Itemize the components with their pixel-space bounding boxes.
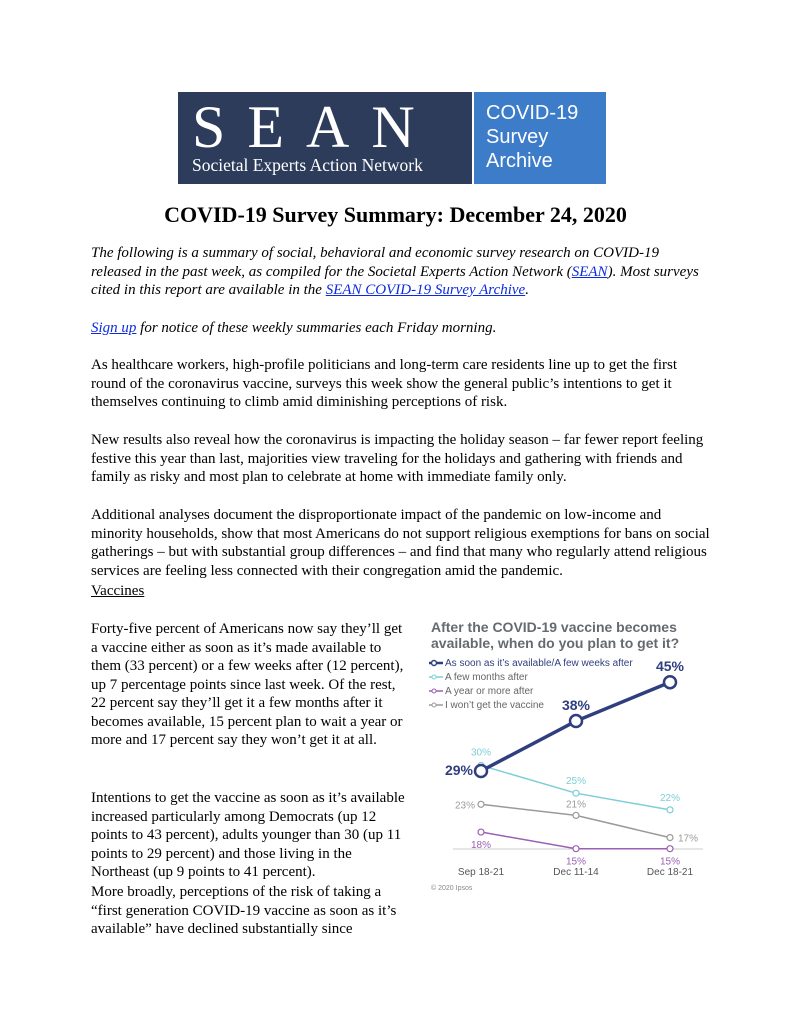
series-4-point-2 — [573, 812, 579, 818]
series-2-label-1: 30% — [470, 747, 492, 759]
series-4-label-2: 21% — [565, 799, 587, 811]
chart-title: After the COVID-19 vaccine becomes available, when do you plan to get it? — [431, 619, 680, 651]
survey-archive-link[interactable]: SEAN COVID-19 Survey Archive — [325, 282, 526, 298]
series-2-point-3 — [667, 807, 673, 813]
series-1-point-1 — [475, 765, 487, 777]
legend-label-3: A year or more after — [445, 686, 534, 697]
sean-link[interactable]: SEAN — [571, 263, 608, 280]
logo-text: SEAN — [192, 94, 437, 160]
vaccine-timing-chart — [423, 617, 713, 897]
series-4-point-3 — [667, 835, 673, 841]
x-tick-label-1: Sep 18-21 — [457, 867, 505, 878]
legend-label-2: A few months after — [445, 672, 528, 683]
intro-text-3: . — [525, 282, 529, 298]
series-1-label-3: 45% — [655, 658, 685, 675]
archive-badge — [474, 92, 606, 184]
signup-text: for notice of these weekly summaries each Friday morning. — [136, 320, 497, 336]
intro-text-2: ). Most surveys cited in this report are available in the — [91, 263, 699, 298]
logo-subtitle: Societal Experts Action Network — [192, 155, 423, 175]
intro-text-1: The following is a summary of social, behavioral and economic survey research on COVID-19 released in the past week, as compiled for the Societal Experts Action Network ( — [91, 245, 659, 280]
series-2-point-2 — [573, 790, 579, 796]
legend-label-4: I won’t get the vaccine — [445, 700, 544, 711]
paragraph-additional-analyses: Additional analyses document the disproportionate impact of the pandemic on low-income and minority households, show that most Americans do not support religious exemptions for bans on social gatherings – but with substantial group differences – and find that many who regularly attend religious services are feeling less connected with their congregation amid the pandemic. — [91, 507, 710, 579]
paragraph-vaccine-intentions: As healthcare workers, high-profile politicians and long-term care residents line up to get the first round of the coronavirus vaccine, surveys this week show the general public’s intentions to get it themselves continuing to climb amid diminishing perceptions of risk. — [91, 357, 678, 410]
signup-paragraph — [91, 319, 711, 338]
intro-paragraph — [91, 244, 711, 300]
series-1-label-1: 29% — [444, 762, 474, 778]
page-title: COVID-19 Survey Summary: December 24, 2020 — [164, 202, 627, 227]
sean-banner — [178, 92, 606, 184]
x-tick-label-3: Dec 18-21 — [646, 867, 694, 878]
series-2-label-3: 22% — [659, 792, 681, 804]
section-heading-vaccines: Vaccines — [91, 583, 145, 599]
x-tick-label-2: Dec 11-14 — [553, 867, 599, 878]
series-4-label-1: 23% — [454, 800, 476, 812]
signup-link[interactable]: Sign up — [91, 320, 137, 336]
archive-line-3: Archive — [486, 150, 553, 172]
series-1-point-2 — [570, 715, 582, 727]
legend-label-1: As soon as it’s available/A few weeks after — [445, 658, 633, 669]
series-1-label-2: 38% — [561, 697, 591, 714]
series-3-point-3 — [667, 846, 673, 852]
series-3-label-2: 15% — [565, 856, 587, 868]
paragraph-vaccine-share: Forty-five percent of Americans now say they’ll get a vaccine either as soon as it’s made available to them (33 percent) or a few weeks after (12 percent), up 7 percentage points since last week. Of the rest, 22 percent say they’ll get it a few months after it becomes available, 15 percent plan to wait a year or more and 17 percent say they won’t get it at all. — [91, 621, 404, 748]
chart-source-note: © 2020 Ipsos — [431, 885, 473, 892]
archive-line-1: COVID-19 — [486, 102, 579, 124]
series-2-label-2: 25% — [565, 776, 587, 788]
paragraph-vaccine-groups: Intentions to get the vaccine as soon as it’s available increased particularly among Democrats (up 12 points to 43 percent), adults younger than 30 (up 11 points to 29 percent) and those living in the Northeast (up 9 points to 41 percent). — [91, 790, 405, 880]
series-1-point-3 — [664, 676, 676, 688]
chart-plot-area — [423, 617, 713, 897]
series-3-label-3: 15% — [659, 856, 681, 868]
series-3-point-1 — [478, 829, 484, 835]
sean-logo — [178, 92, 472, 184]
risk-text: More broadly, perceptions of the risk of taking a “first generation COVID-19 vaccine as soon as it’s available” have declined substantially since — [91, 884, 397, 937]
series-3-point-2 — [573, 846, 579, 852]
series-4-label-3: 17% — [677, 833, 699, 845]
series-3-label-1: 18% — [470, 840, 492, 852]
series-4-point-1 — [478, 801, 484, 807]
paragraph-holiday-season: New results also reveal how the coronavirus is impacting the holiday season – far fewer report feeling festive this year than last, majorities view traveling for the holidays and gathering with friends and family as risky and most plan to celebrate at home with immediate family only. — [91, 432, 704, 485]
archive-line-2: Survey — [486, 126, 549, 148]
